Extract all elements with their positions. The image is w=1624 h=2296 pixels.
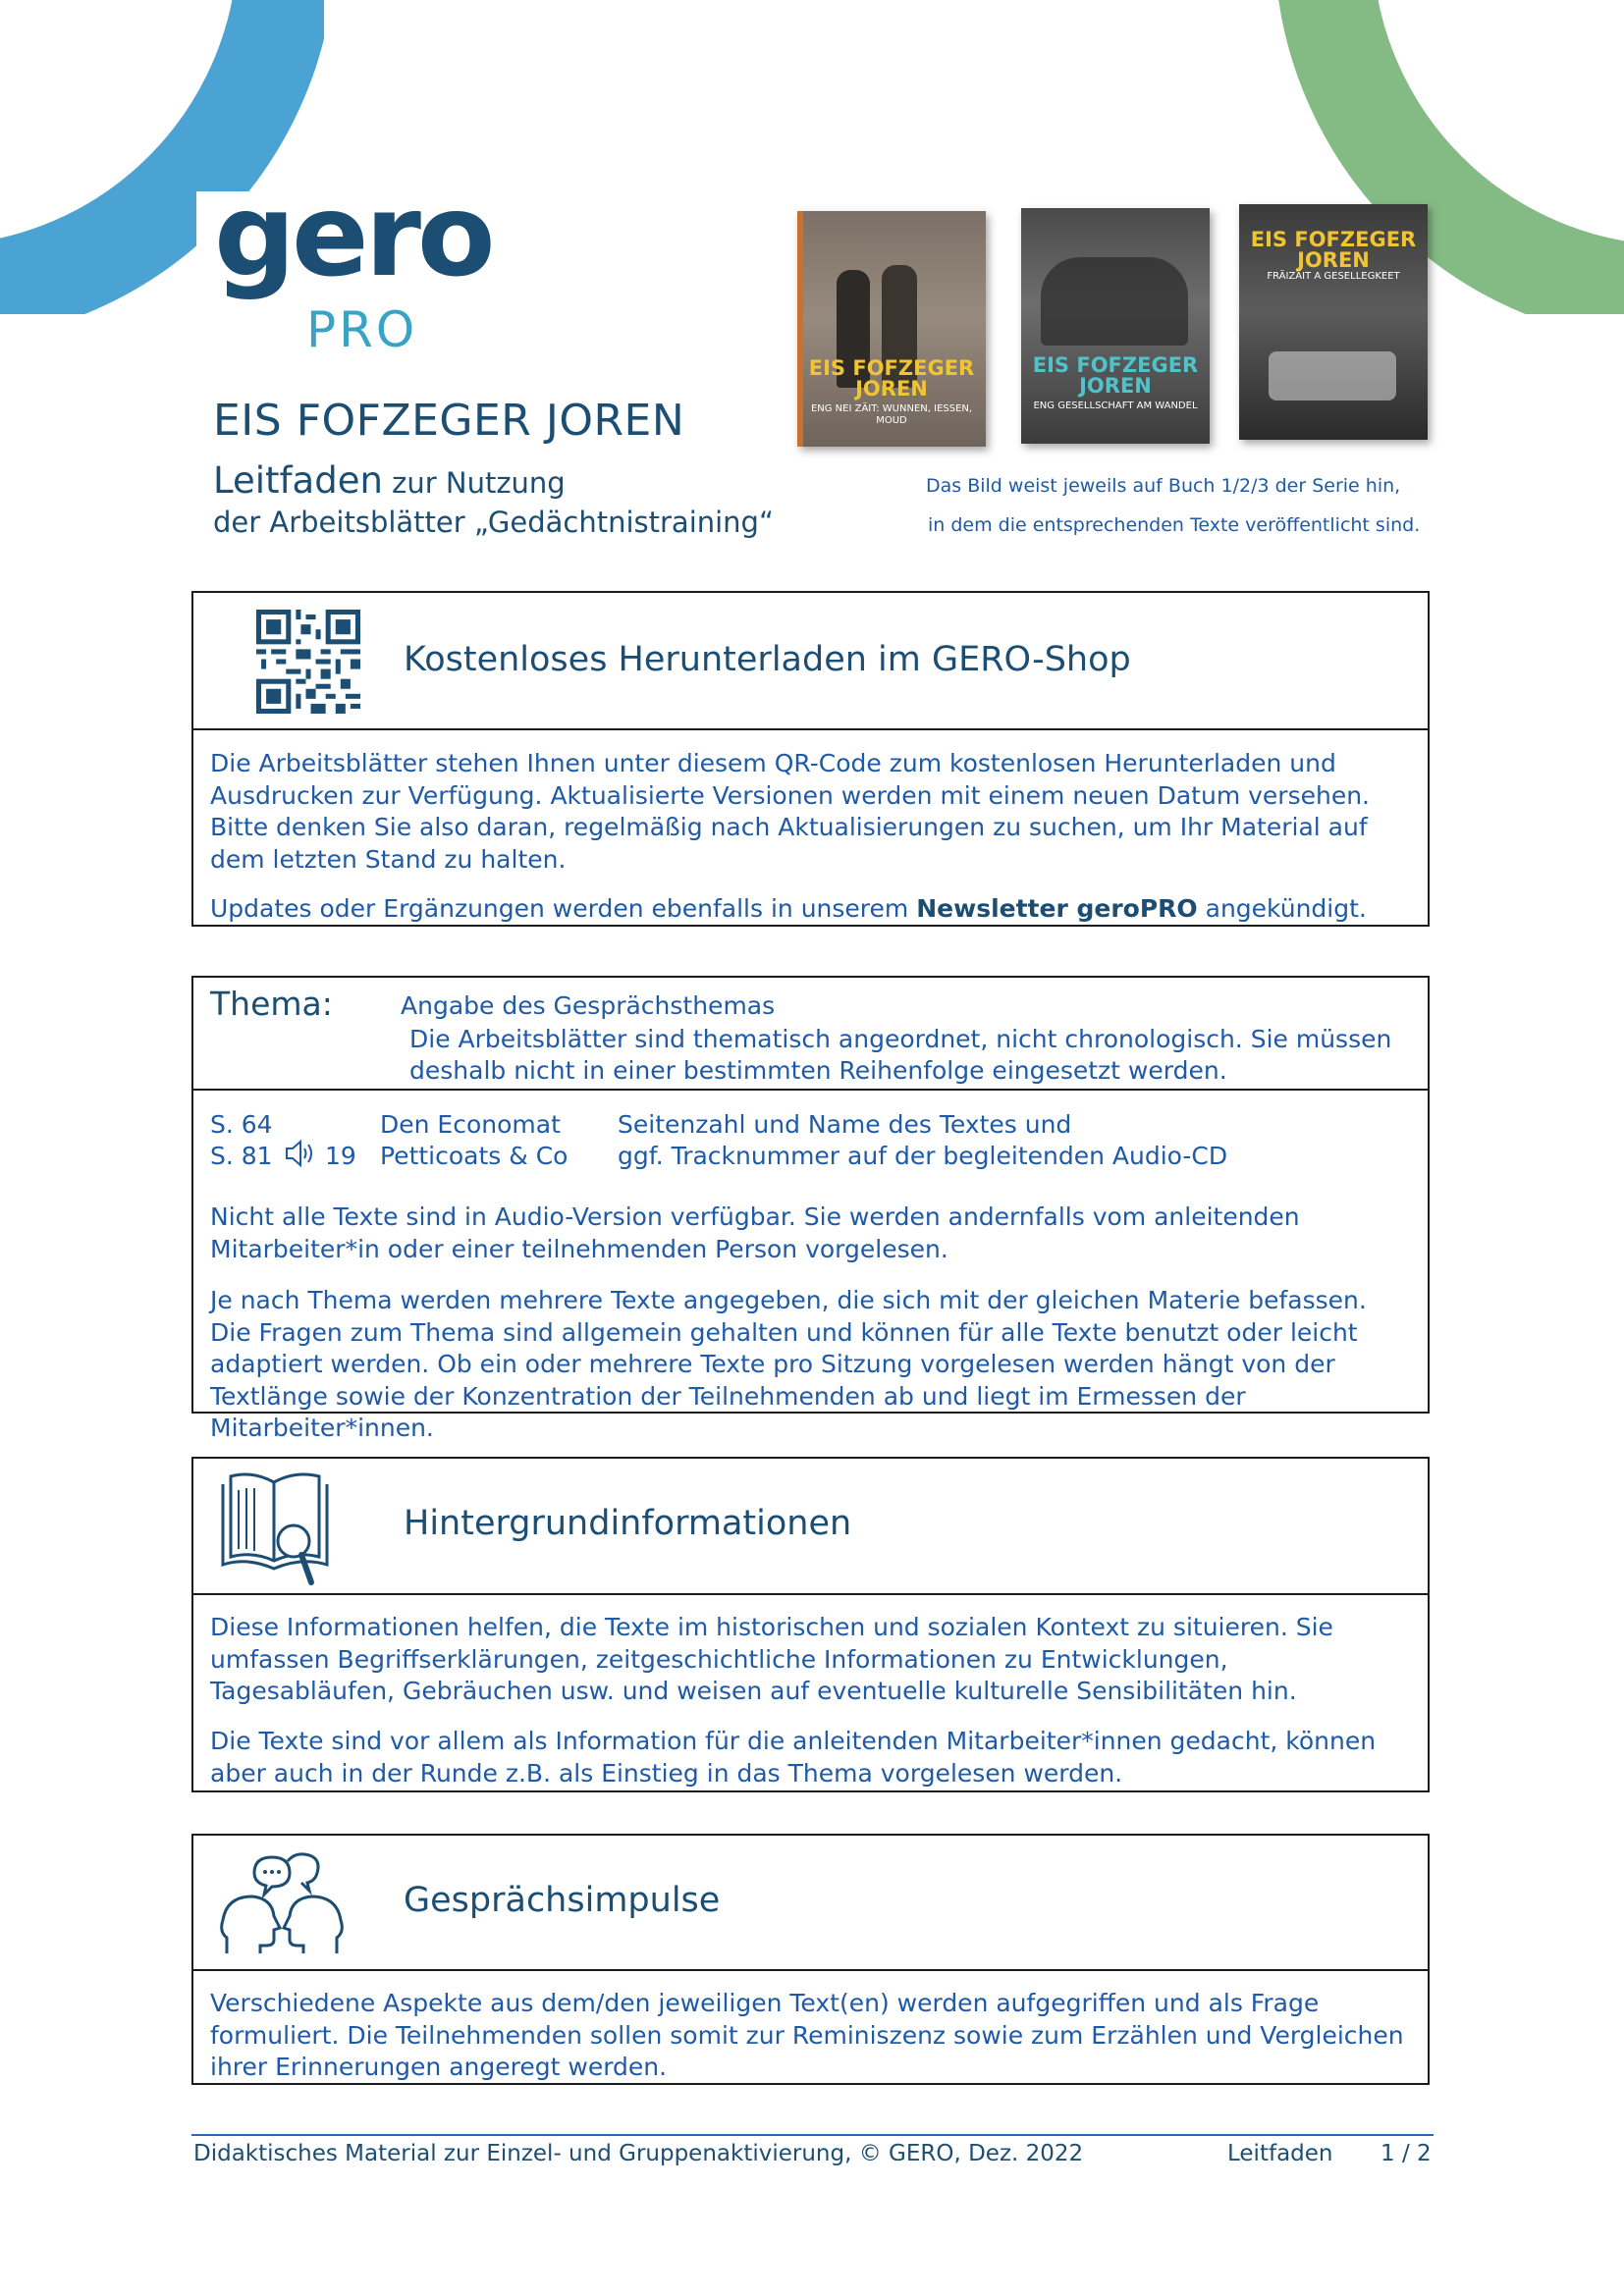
- footer-page-number: 1 / 2: [1380, 2141, 1432, 2166]
- logo-pro-mark: PRO: [306, 301, 418, 358]
- cover-2-subtitle: ENG GESELLSCHAFT AM WANDEL: [1033, 400, 1198, 411]
- background-info-paragraph-2: Die Texte sind vor allem als Information für die anleitenden Mitarbeiter*innen gedacht, können aber auch in der Runde z.B. als Einstieg in das Thema vorgelesen werden.: [210, 1727, 1377, 1788]
- logo-wordmark: gero: [214, 170, 492, 302]
- theme-desc-line2: Die Arbeitsblätter sind thematisch angeordnet, nicht chronologisch. Sie müssen: [409, 1025, 1392, 1053]
- footer-section: Leitfaden: [1227, 2141, 1333, 2166]
- gero-pro-logo: [196, 170, 530, 363]
- background-info-section: [191, 1457, 1430, 1792]
- text-row-1-name: Den Economat: [380, 1110, 561, 1139]
- conversation-heads-icon: [217, 1847, 347, 1959]
- footer-divider: [191, 2134, 1434, 2136]
- cover-2-title: EIS FOFZEGER JOREN: [1032, 353, 1199, 398]
- cover-3-title: EIS FOFZEGER JOREN: [1250, 228, 1417, 272]
- speaker-icon: [284, 1137, 317, 1170]
- theme-paragraph-1: Nicht alle Texte sind in Audio-Version verfügbar. Sie werden andernfalls vom anleitenden Mitarbeiter*in oder einer teilnehmenden Person vorgelesen.: [210, 1202, 1300, 1263]
- background-info-paragraph-1: Diese Informationen helfen, die Texte im historischen und sozialen Kontext zu situieren. Sie umfassen Begriffserklärungen, zeitgeschichtliche Informationen zu Entwicklungen, Tagesabläufen, Gebräuchen usw. und weisen auf eventuelle kulturelle Sensibilitäten hin.: [210, 1613, 1333, 1705]
- background-info-heading: Hintergrundinformationen: [404, 1504, 852, 1543]
- theme-desc-line3: deshalb nicht in einer bestimmten Reihenfolge eingesetzt werden.: [409, 1056, 1227, 1085]
- document-title: EIS FOFZEGER JOREN: [213, 396, 685, 446]
- text-row-2-page: S. 81: [210, 1142, 273, 1170]
- background-info-header: [193, 1459, 1428, 1595]
- book-cover-1: [797, 211, 986, 447]
- footer-text: Didaktisches Material zur Einzel- und Gruppenaktivierung, © GERO, Dez. 2022: [193, 2141, 1084, 2166]
- newsletter-pre: Updates oder Ergänzungen werden ebenfalls in unserem: [210, 894, 917, 923]
- text-row-1-desc: Seitenzahl und Name des Textes und: [618, 1110, 1072, 1139]
- document-subtitle-line2: der Arbeitsblätter „Gedächtnistraining“: [213, 506, 774, 539]
- conversation-impulses-header: [193, 1836, 1428, 1971]
- text-row-2-track: 19: [325, 1142, 356, 1170]
- theme-desc-line1: Angabe des Gesprächsthemas: [401, 991, 776, 1020]
- download-paragraph-2: [210, 893, 1413, 926]
- newsletter-post: angekündigt.: [1197, 894, 1367, 923]
- book-magnifier-icon: [217, 1467, 333, 1588]
- qr-code-icon[interactable]: [256, 610, 360, 714]
- conversation-impulses-heading: Gesprächsimpulse: [404, 1881, 721, 1920]
- subtitle-rest: zur Nutzung: [382, 466, 566, 500]
- cover-caption-line2: in dem die entsprechenden Texte veröffentlicht sind.: [928, 514, 1421, 536]
- conversation-impulses-paragraph: Verschiedene Aspekte aus dem/den jeweiligen Text(en) werden aufgegriffen und als Frage formuliert. Die Teilnehmenden sollen somit zur Reminiszenz sowie zum Erzählen und Vergleichen ihrer Erinnerungen angeregt werden.: [210, 1989, 1404, 2081]
- download-heading: Kostenloses Herunterladen im GERO-Shop: [404, 640, 1131, 679]
- conversation-impulses-section: [191, 1834, 1430, 2085]
- newsletter-link[interactable]: Newsletter geroPRO: [916, 894, 1198, 923]
- theme-label: Thema:: [210, 985, 333, 1023]
- text-row-2-desc: ggf. Tracknummer auf der begleitenden Audio-CD: [618, 1142, 1228, 1170]
- cover-caption-line1: Das Bild weist jeweils auf Buch 1/2/3 der Serie hin,: [926, 475, 1401, 497]
- cover-3-subtitle: FRÄIZÄIT A GESELLEGKEET: [1267, 271, 1400, 282]
- theme-paragraph-2: Je nach Thema werden mehrere Texte angegeben, die sich mit der gleichen Materie befassen. Die Fragen zum Thema sind allgemein gehalten und können für alle Texte benutzt oder leicht adaptiert werden. Ob ein oder mehrere Texte pro Sitzung vorgelesen werden hängt von der Textlänge sowie der Konzentration der Teilnehmenden ab und liegt im Ermessen der Mitarbeiter*innen.: [210, 1286, 1367, 1442]
- document-subtitle-line1: [213, 459, 566, 502]
- text-row-2-name: Petticoats & Co: [380, 1142, 568, 1170]
- download-paragraph-1: Die Arbeitsblätter stehen Ihnen unter diesem QR-Code zum kostenlosen Herunterladen und Ausdrucken zur Verfügung. Aktualisierte Versionen werden mit einem neuen Datum versehen. Bitte denken Sie also daran, regelmäßig nach Aktualisierungen zu suchen, um Ihr Material auf dem letzten Stand zu halten.: [210, 749, 1370, 874]
- theme-section: [191, 976, 1430, 1442]
- text-row-1-page: S. 64: [210, 1110, 273, 1139]
- book-cover-3: [1239, 204, 1428, 440]
- book-cover-2: [1021, 208, 1210, 444]
- subtitle-lead: Leitfaden: [213, 459, 383, 502]
- cover-1-title: EIS FOFZEGER JOREN: [808, 356, 975, 400]
- download-section: [191, 591, 1430, 927]
- cover-1-subtitle: ENG NEI ZÄIT: WUNNEN, IESSEN, MOUD: [810, 403, 973, 426]
- theme-section-header: [193, 978, 1428, 1091]
- download-section-header: [193, 593, 1428, 730]
